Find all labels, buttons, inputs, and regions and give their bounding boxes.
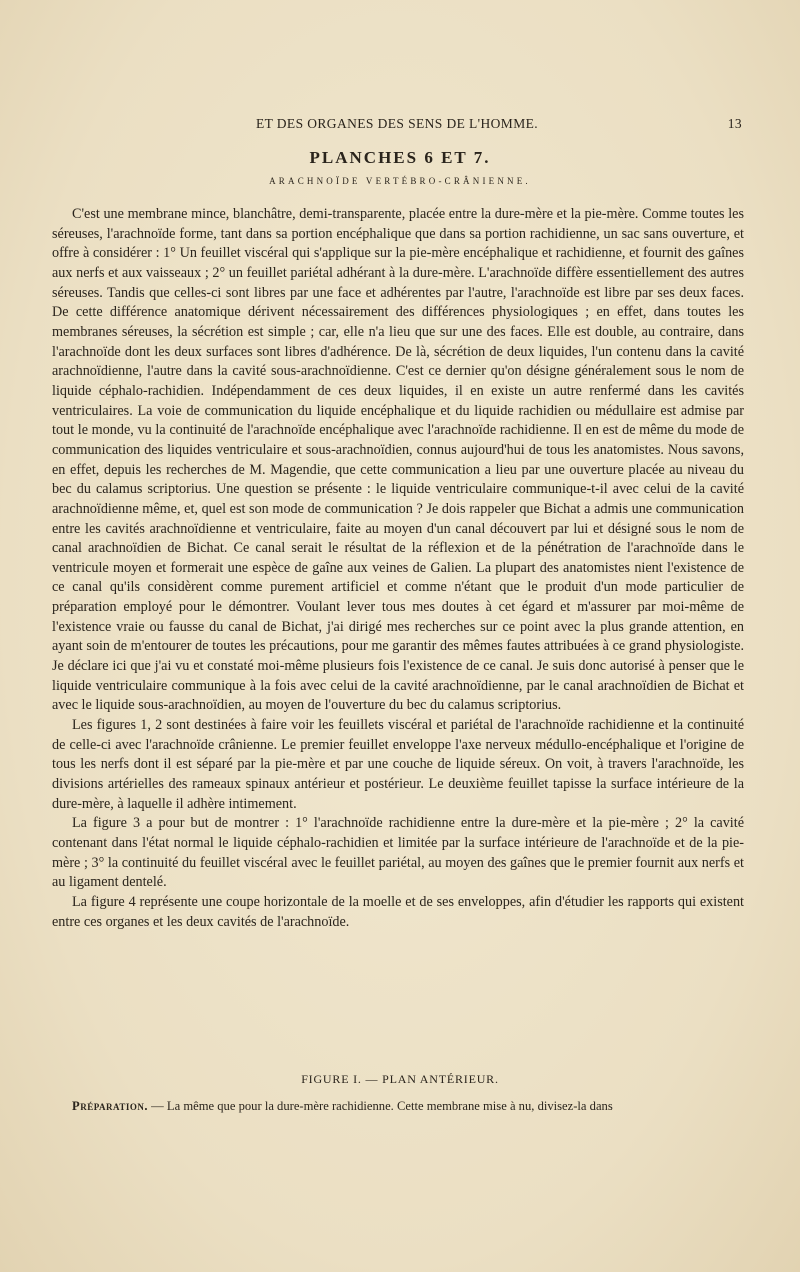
- paragraph: La figure 4 représente une coupe horizontale de la moelle et de ses enveloppes, afin d'étudier les rapports qui existent entre ces organes et les deux cavités de l'arachnoïde.: [52, 893, 744, 930]
- paragraph: C'est une membrane mince, blanchâtre, demi-transparente, placée entre la dure-mère et la pie-mère. Comme toutes les séreuses, l'arachnoïde forme, tant dans sa portion encéphalique que dans sa portion rachidienne, un sac sans ouverture, et offre à considérer : 1° Un feuillet viscéral qui s'applique sur la pie-mère encéphalique et rachidienne, et fournit des gaînes aux nerfs et aux vaisseaux ; 2° un feuillet pariétal adhérant à la dure-mère. L'arachnoïde diffère essentiellement des autres séreuses. Tandis que celles-ci sont libres par une face et adhérentes par l'autre, l'arachnoïde est libre par ses deux faces. De cette différence anatomique dérivent nécessairement des différences physiologiques ; en effet, dans toutes les membranes séreuses, la sécrétion est simple ; car, elle n'a lieu que sur une des faces. Elle est double, au contraire, dans l'arachnoïde dont les deux surfaces sont libres d'adhérence. De là, sécrétion de deux liquides, l'un contenu dans la cavité arachnoïdienne, l'autre dans la cavité sous-arachnoïdienne. C'est ce dernier qu'on désigne généralement sous le nom de liquide céphalo-rachidien. Indépendamment de ces deux liquides, il en existe un autre renfermé dans les cavités ventriculaires. La voie de communication du liquide encéphalique et du liquide rachidien ou médullaire est admise par tout le monde, vu la continuité de l'arachnoïde encéphalique avec l'arachnoïde rachidienne. Il en est de même du mode de communication des liquides ventriculaire et sous-arachnoïdien, connus aujourd'hui de tous les anatomistes. Nous savons, en effet, depuis les recherches de M. Magendie, que cette communication a lieu par une ouverture placée au niveau du bec du calamus scriptorius. Une question se présente : le liquide ventriculaire communique-t-il avec celui de la cavité arachnoïdienne même, et, quel est son mode de communication ? Je dois rappeler que Bichat a admis une communication entre les cavités arachnoïdienne et ventriculaire, faite au moyen d'un canal découvert par lui et désigné sous le nom de canal arachnoïdien de Bichat. Ce canal serait le résultat de la réflexion et de la pénétration de l'arachnoïde dans le ventricule moyen et formerait une espèce de gaîne aux veines de Galien. La plupart des anatomistes nient l'existence de ce canal qu'ils considèrent comme purement artificiel et comme n'étant que le produit d'un mode particulier de préparation employé pour le démontrer. Voulant lever tous mes doutes à cet égard et m'assurer par moi-même de l'existence vraie ou fausse du canal de Bichat, j'ai dirigé mes recherches sur ce point avec la plus grande attention, en ayant soin de m'entourer de toutes les précautions, pour me garantir des mêmes fautes attribuées à ce grand physiologiste. Je déclare ici que j'ai vu et constaté moi-même plusieurs fois l'existence de ce canal. Je suis donc autorisé à penser que le liquide ventriculaire communique à la fois avec celui de la cavité arachnoïdienne, par le canal arachnoïdien de Bichat et avec le liquide sous-arachnoïdien, au moyen de l'ouverture du bec du calamus scriptorius.: [52, 206, 744, 714]
- plate-subtitle: ARACHNOÏDE VERTÉBRO-CRÂNIENNE.: [269, 176, 531, 186]
- paragraph: Les figures 1, 2 sont destinées à faire voir les feuillets viscéral et pariétal de l'arachnoïde rachidienne et la continuité de celle-ci avec l'arachnoïde crânienne. Le premier feuillet enveloppe l'axe nerveux médullo-encéphalique et l'origine de tous les nerfs dont il est séparé par la pie-mère et par une couche de liquide séreux. On voit, à travers l'arachnoïde, les divisions artérielles des rameaux spinaux antérieur et postérieur. Le deuxième feuillet tapisse la surface intérieure de la dure-mère, à laquelle il adhère intimement.: [52, 717, 744, 812]
- title-block: [0, 148, 800, 186]
- paragraph: La figure 3 a pour but de montrer : 1° l'arachnoïde rachidienne entre la dure-mère et la pie-mère ; 2° la cavité contenant dans l'état normal le liquide céphalo-rachidien et limitée par la surface intérieure de l'arachnoïde et de la pie-mère ; 3° la continuité du feuillet viscéral avec le feuillet pariétal, au moyen des gaînes que le premier fournit aux nerfs et au ligament dentelé.: [52, 815, 744, 891]
- page-number: 13: [727, 116, 742, 131]
- preparation-note: [52, 1097, 744, 1115]
- plate-title: PLANCHES 6 ET 7.: [309, 148, 491, 167]
- preparation-text: — La même que pour la dure-mère rachidienne. Cette membrane mise à nu, divisez-la dans: [148, 1099, 613, 1113]
- figure-heading: FIGURE I. — PLAN ANTÉRIEUR.: [301, 1072, 499, 1086]
- preparation-label: Préparation.: [72, 1099, 149, 1113]
- page-header: [52, 116, 742, 138]
- running-head: ET DES ORGANES DES SENS DE L'HOMME.: [255, 116, 539, 131]
- body-text: [52, 205, 744, 932]
